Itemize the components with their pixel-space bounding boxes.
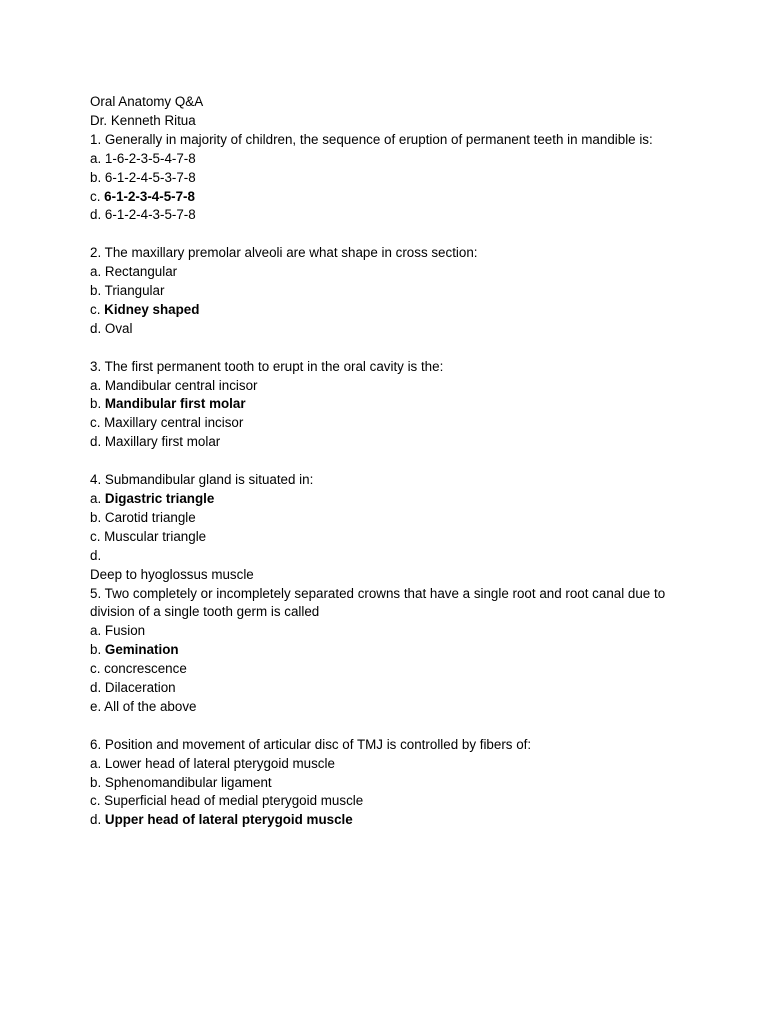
option-item <box>90 263 690 282</box>
option-label: d. <box>90 207 102 223</box>
option-text: Dilaceration <box>104 680 176 696</box>
option-item-correct <box>90 188 690 207</box>
correct-answer: 6-1-2-3-4-5-7-8 <box>104 188 195 204</box>
option-label: a. <box>90 150 102 166</box>
option-continuation: Deep to hyoglossus muscle <box>90 566 254 582</box>
option-text: Fusion <box>104 623 146 639</box>
option-item-correct <box>90 811 690 830</box>
question-text: 3. The first permanent tooth to erupt in the oral cavity is the: <box>90 358 444 374</box>
document-author: Dr. Kenneth Ritua <box>90 112 196 128</box>
option-label: d. <box>90 680 102 696</box>
option-item-correct <box>90 395 690 414</box>
question-block-4 <box>90 471 690 584</box>
option-label: c. <box>90 793 101 809</box>
option-label: d. <box>90 434 102 450</box>
question-text: 5. Two completely or incompletely separated crowns that have a single root and root canal due to division of a single tooth germ is called <box>90 585 666 620</box>
correct-answer: Kidney shaped <box>104 301 200 317</box>
option-label: a. <box>90 264 102 280</box>
option-text: Muscular triangle <box>104 528 207 544</box>
option-item-correct <box>90 301 690 320</box>
option-label: a. <box>90 377 102 393</box>
option-text: Rectangular <box>104 264 178 280</box>
option-label: c. <box>90 415 101 431</box>
option-text: 1-6-2-3-5-4-7-8 <box>104 150 196 166</box>
option-label: a. <box>90 755 102 771</box>
option-item <box>90 774 690 793</box>
option-item <box>90 660 690 679</box>
option-text: 6-1-2-4-5-3-7-8 <box>104 169 196 185</box>
option-text: concrescence <box>104 661 187 677</box>
document-page <box>90 93 690 830</box>
option-item <box>90 150 690 169</box>
option-item <box>90 528 690 547</box>
option-text: 6-1-2-4-3-5-7-8 <box>104 207 196 223</box>
option-label: b. <box>90 642 102 658</box>
option-text: Maxillary first molar <box>104 434 221 450</box>
option-text: Mandibular central incisor <box>104 377 258 393</box>
option-item <box>90 755 690 774</box>
question-block-5 <box>90 585 690 717</box>
question-block-6 <box>90 736 690 831</box>
option-item <box>90 622 690 641</box>
option-item <box>90 320 690 339</box>
option-item <box>90 679 690 698</box>
option-label: a. <box>90 623 102 639</box>
question-text: 1. Generally in majority of children, the sequence of eruption of permanent teeth in mandible is: <box>90 131 653 147</box>
spacer <box>90 225 690 244</box>
question-text: 4. Submandibular gland is situated in: <box>90 472 314 488</box>
option-label: e. <box>90 698 102 714</box>
option-text: All of the above <box>104 698 197 714</box>
option-label: b. <box>90 509 102 525</box>
option-item <box>90 169 690 188</box>
option-item <box>90 282 690 301</box>
option-label: c. <box>90 528 101 544</box>
option-label: d. <box>90 547 102 563</box>
option-label: b. <box>90 169 102 185</box>
correct-answer: Mandibular first molar <box>104 396 246 412</box>
option-label: d. <box>90 812 102 828</box>
option-item-correct <box>90 641 690 660</box>
option-item <box>90 414 690 433</box>
question-block-1 <box>90 131 690 226</box>
document-title: Oral Anatomy Q&A <box>90 94 204 109</box>
option-text: Superficial head of medial pterygoid muscle <box>104 793 364 809</box>
option-item <box>90 509 690 528</box>
option-label: c. <box>90 661 101 677</box>
option-item <box>90 377 690 396</box>
option-item <box>90 433 690 452</box>
option-item <box>90 792 690 811</box>
option-text: Oval <box>104 320 133 336</box>
spacer <box>90 452 690 471</box>
question-block-3 <box>90 358 690 453</box>
correct-answer: Upper head of lateral pterygoid muscle <box>104 812 353 828</box>
question-text: 6. Position and movement of articular disc of TMJ is controlled by fibers of: <box>90 736 532 752</box>
option-text: Triangular <box>104 283 165 299</box>
question-block-2 <box>90 244 690 339</box>
option-label: c. <box>90 301 101 317</box>
option-item-correct <box>90 490 690 509</box>
option-item <box>90 206 690 225</box>
option-text: Carotid triangle <box>104 509 196 525</box>
option-label: b. <box>90 774 102 790</box>
spacer <box>90 717 690 736</box>
option-label: b. <box>90 283 102 299</box>
correct-answer: Digastric triangle <box>104 490 215 506</box>
option-item <box>90 547 690 566</box>
option-item <box>90 698 690 717</box>
option-text: Maxillary central incisor <box>104 415 244 431</box>
option-text: Lower head of lateral pterygoid muscle <box>104 755 335 771</box>
option-label: d. <box>90 320 102 336</box>
option-text: Sphenomandibular ligament <box>104 774 272 790</box>
option-label: b. <box>90 396 102 412</box>
spacer <box>90 339 690 358</box>
option-label: a. <box>90 490 102 506</box>
option-label: c. <box>90 188 101 204</box>
question-text: 2. The maxillary premolar alveoli are what shape in cross section: <box>90 245 478 261</box>
correct-answer: Gemination <box>104 642 179 658</box>
